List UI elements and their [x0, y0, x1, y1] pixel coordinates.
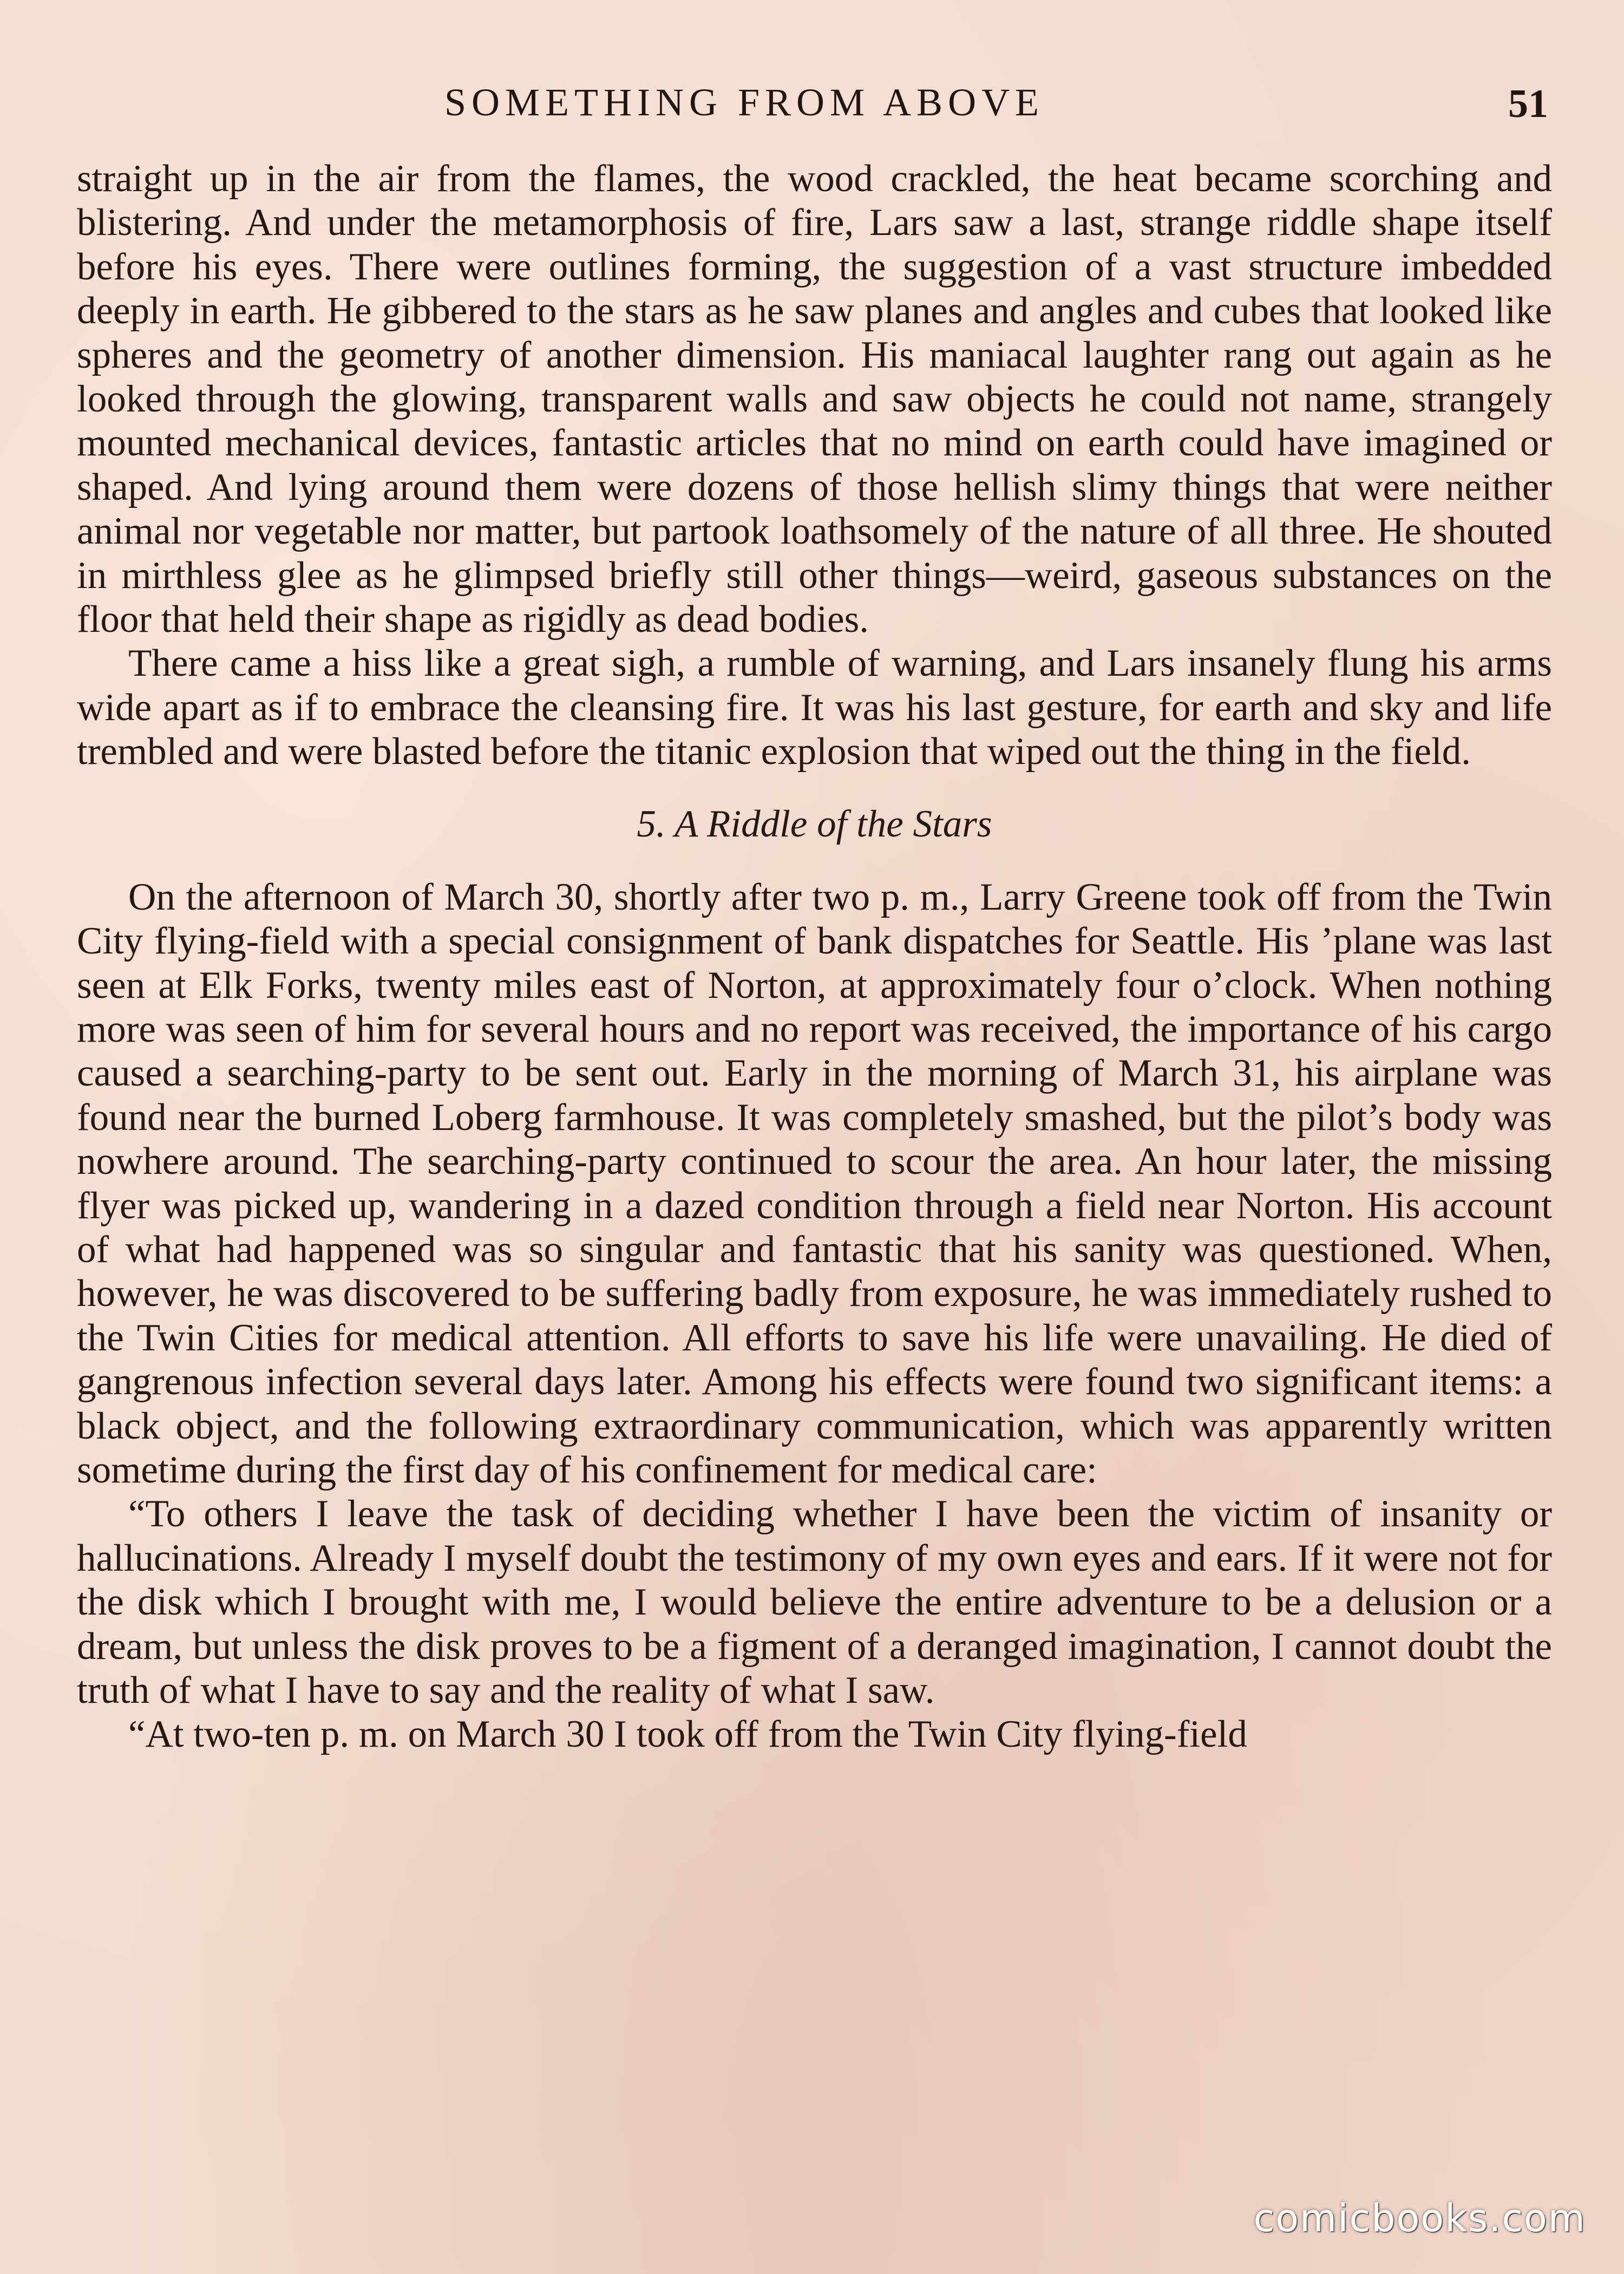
running-title: SOMETHING FROM ABOVE — [444, 81, 1045, 124]
body-text — [77, 157, 1552, 1757]
paragraph-4: “To others I leave the task of deciding whether I have been the victim of insanity or hallucinations. Already I myself doubt the testimony of my own eyes and ears. If it were not for the disk which I brought with me, I would believe the entire adventure to be a delusion or a dream, but unless the disk proves to be a figment of a deranged imagination, I cannot doubt the truth of what I have to say and the reality of what I saw. — [77, 1493, 1552, 1711]
paragraph-1: straight up in the air from the flames, the wood crackled, the heat became scorching and blistering. And under the metamorphosis of fire, Lars saw a last, strange riddle shape itself before his eyes. There were outlines forming, the suggestion of a vast structure imbedded deeply in earth. He gibbered to the stars as he saw planes and angles and cubes that looked like spheres and the geometry of another dimension. His maniacal laughter rang out again as he looked through the glowing, transparent walls and saw objects he could not name, strangely mounted mechanical devices, fantastic articles that no mind on earth could have imagined or shaped. And lying around them were dozens of those hellish slimy things that were neither animal nor vegetable nor matter, but partook loathsomely of the nature of all three. He shouted in mirthless glee as he glimpsed briefly still other things—weird, gaseous substances on the floor that held their shape as rigidly as dead bodies. — [77, 158, 1552, 641]
page-number: 51 — [1508, 82, 1548, 126]
paragraph-3: On the afternoon of March 30, shortly after two p. m., Larry Greene took off from the Twin City flying-field with a special consignment of bank dispatches for Seattle. His ’plane was last seen at Elk Forks, twenty miles east of Norton, at approximately four o’clock. When nothing more was seen of him for several hours and no report was received, the importance of his cargo caused a searching-party to be sent out. Early in the morning of March 31, his airplane was found near the burned Loberg farmhouse. It was completely smashed, but the pilot’s body was nowhere around. The searching-party continued to scour the area. An hour later, the missing flyer was picked up, wandering in a dazed condition through a field near Norton. His account of what had happened was so singular and fantastic that his sanity was questioned. When, however, he was discovered to be suffering badly from exposure, he was immediately rushed to the Twin Cities for medical attention. All efforts to save his life were unavailing. He died of gangrenous infection several days later. Among his effects were found two significant items: a black object, and the following extraordinary communication, which was apparently written sometime during the first day of his confinement for medical care: — [77, 875, 1552, 1491]
paragraph-2: There came a hiss like a great sigh, a rumble of warning, and Lars insanely flung his arms wide apart as if to embrace the cleansing fire. It was his last gesture, for earth and sky and life trembled and were blasted before the titanic explosion that wiped out the thing in the field. — [77, 642, 1552, 773]
section-heading: 5. A Riddle of the Stars — [637, 802, 992, 845]
paragraph-5: “At two-ten p. m. on March 30 I took off from the Twin City flying-field — [128, 1713, 1247, 1756]
watermark: comicbooks.com — [1253, 2196, 1586, 2240]
